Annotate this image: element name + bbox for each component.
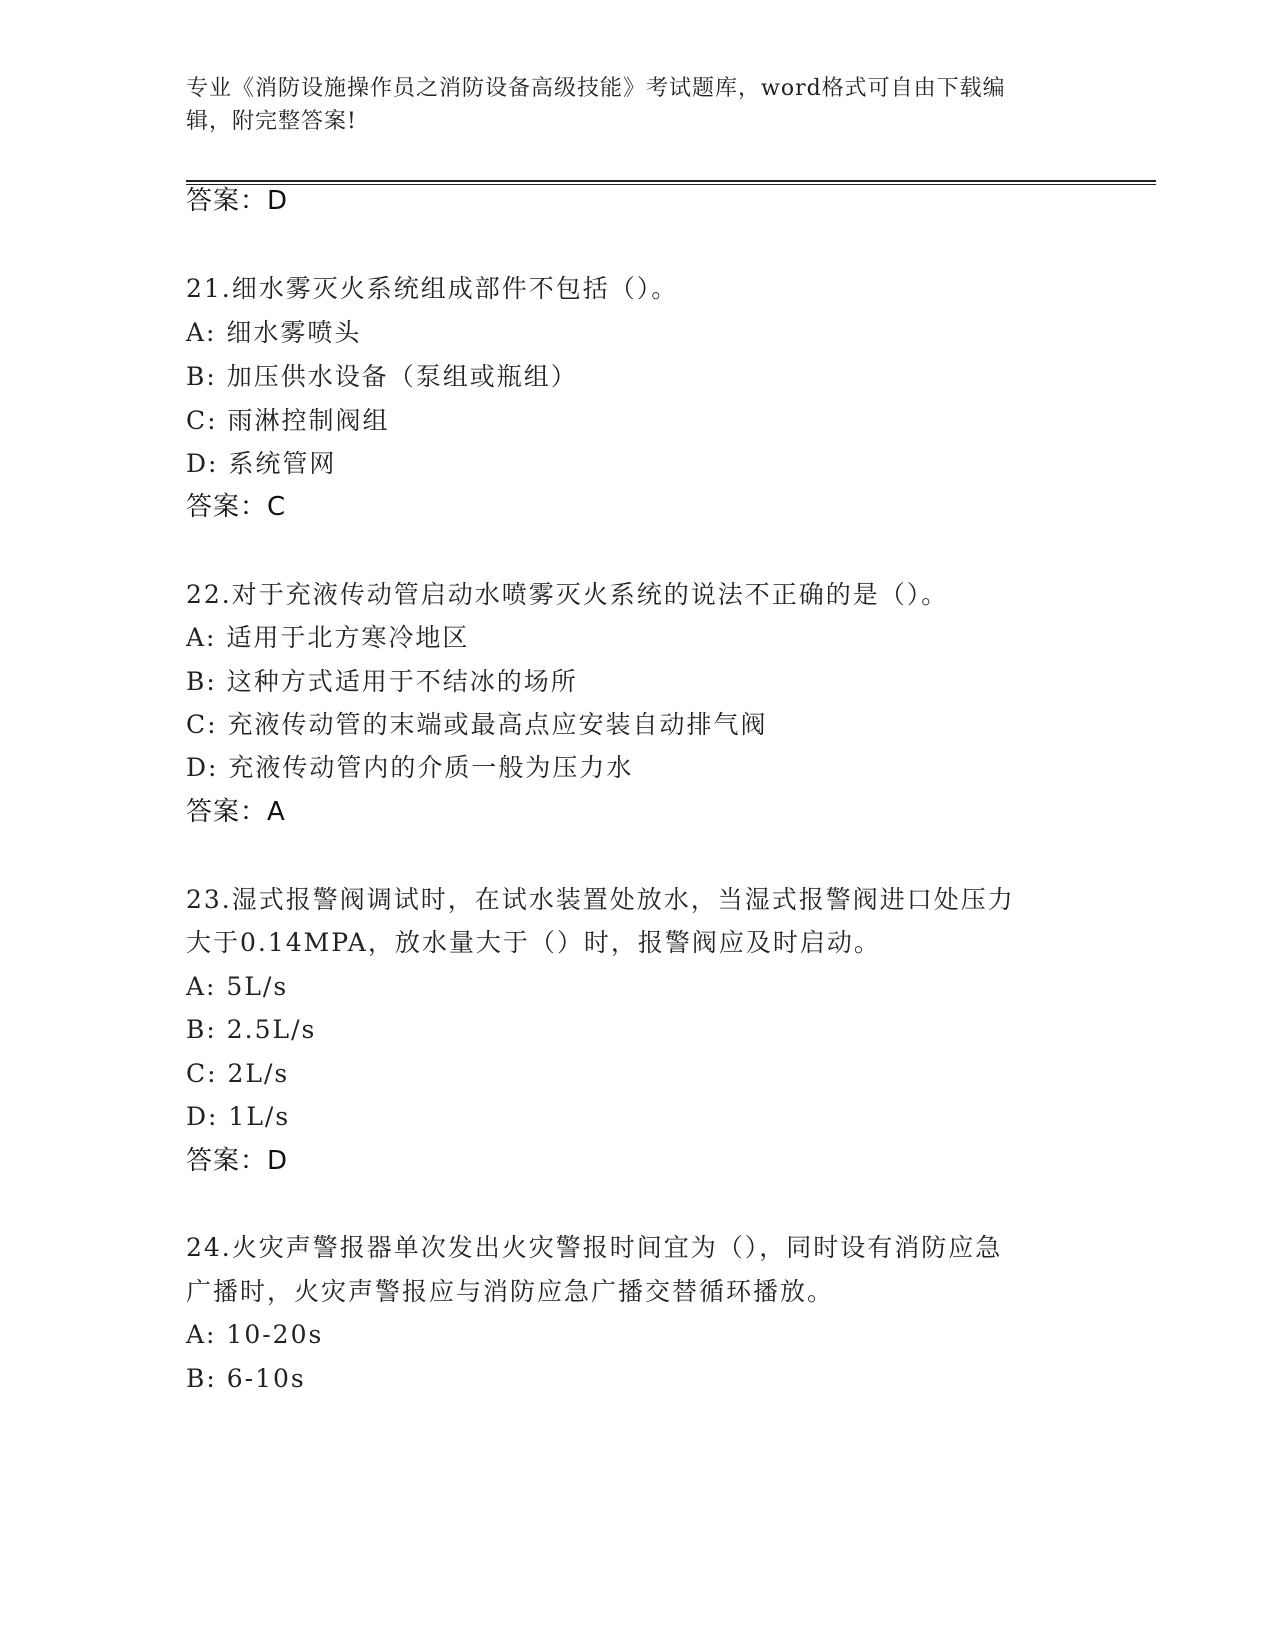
question-23-stem-line-2: 大于0.14MPA，放水量大于（）时，报警阀应及时启动。: [186, 928, 881, 957]
question-23-option-c: C: 2L/s: [186, 1059, 290, 1088]
previous-answer: 答案：D: [186, 186, 289, 216]
header-divider-thick: [186, 180, 1156, 182]
question-24-option-b: B: 6-10s: [186, 1364, 306, 1393]
question-21-option-c: C: 雨淋控制阀组: [186, 406, 390, 435]
question-23-answer: 答案：D: [186, 1146, 289, 1176]
question-23-option-a: A: 5L/s: [186, 972, 289, 1001]
question-21-option-b: B: 加压供水设备（泵组或瓶组）: [186, 362, 578, 391]
question-21-option-a: A: 细水雾喷头: [186, 318, 362, 347]
question-22-option-b: B: 这种方式适用于不结冰的场所: [186, 667, 578, 696]
question-24-stem-line-2: 广播时，火灾声警报应与消防应急广播交替循环播放。: [186, 1277, 835, 1306]
header-line-2: 辑，附完整答案!: [186, 109, 357, 134]
header-divider-thin: [186, 184, 1156, 185]
header-line-1: 专业《消防设施操作员之消防设备高级技能》考试题库，word格式可自由下载编: [186, 76, 1006, 101]
question-23-option-d: D: 1L/s: [186, 1102, 291, 1131]
question-23-option-b: B: 2.5L/s: [186, 1015, 317, 1044]
question-22-stem: 22.对于充液传动管启动水喷雾灭火系统的说法不正确的是（）。: [186, 580, 949, 609]
question-22-option-a: A: 适用于北方寒冷地区: [186, 623, 470, 652]
question-24-option-a: A: 10-20s: [186, 1320, 324, 1349]
question-21-option-d: D: 系统管网: [186, 449, 337, 478]
question-24-stem-line-1: 24.火灾声警报器单次发出火灾警报时间宜为（），同时设有消防应急: [186, 1233, 1003, 1262]
question-22-option-d: D: 充液传动管内的介质一般为压力水: [186, 753, 634, 782]
question-22-answer: 答案：A: [186, 797, 286, 827]
question-21-stem: 21.细水雾灭火系统组成部件不包括（）。: [186, 274, 679, 303]
question-22-option-c: C: 充液传动管的末端或最高点应安装自动排气阀: [186, 710, 768, 739]
question-23-stem-line-1: 23.湿式报警阀调试时，在试水装置处放水，当湿式报警阀进口处压力: [186, 885, 1015, 914]
document-header: [186, 72, 1066, 138]
question-21-answer: 答案：C: [186, 492, 287, 522]
